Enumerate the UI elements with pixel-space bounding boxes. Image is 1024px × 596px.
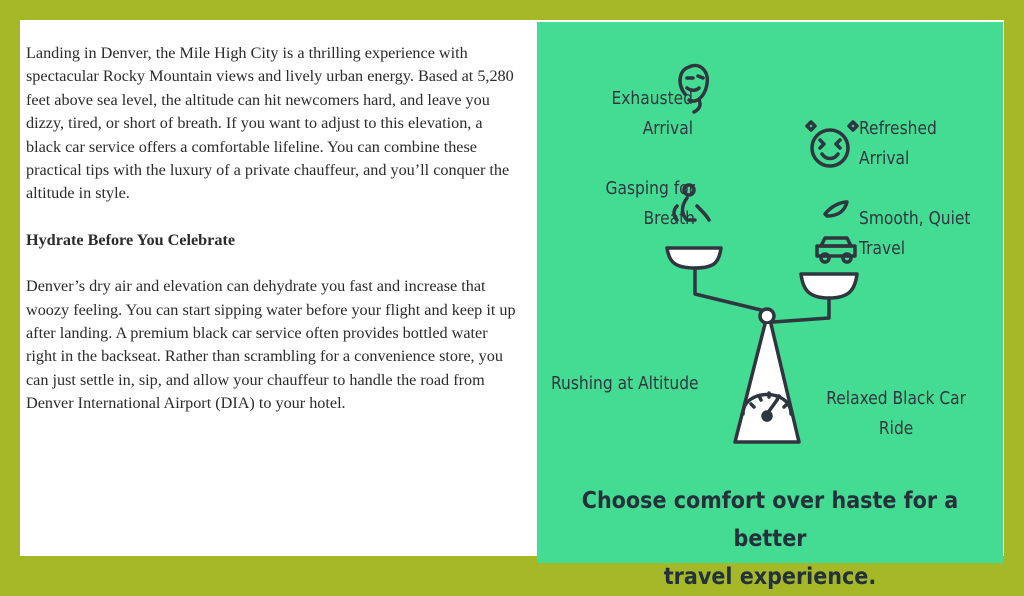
section-heading: Hydrate Before You Celebrate: [26, 230, 236, 249]
illustration-caption: Choose comfort over haste for a better travel experience.: [581, 488, 959, 590]
label-gasping-for-breath: Gasping for Breath: [605, 178, 695, 229]
label-rushing-at-altitude: Rushing at Altitude: [551, 373, 699, 394]
label-relaxed-black-car-ride: Relaxed Black Car Ride: [826, 388, 966, 439]
body-paragraph: Denver’s dry air and elevation can dehydrate you fast and increase that woozy feeling. You can start sipping water before your flight and keep it up after landing. A premium black car service often provides bottled water right in the backseat. Rather than scrambling for a convenience store, you can just settle in, sip, and allow your chauffeur to handle the road from Denver International Airport (DIA) to your hotel.: [26, 277, 516, 413]
label-smooth-quiet-travel: Smooth, Quiet Travel: [859, 208, 971, 259]
label-exhausted-arrival: Exhausted Arrival: [611, 88, 693, 139]
car-icon: [817, 202, 855, 262]
intro-paragraph: Landing in Denver, the Mile High City is a thrilling experience with spectacular Rocky Mountain views and lively urban energy. Based at 5,280 feet above sea level, the altitude can hit newcomers hard, and leave you dizzy, tired, or short of breath. If you want to adjust to this elevation, a black car service offers a comfortable lifeline. You can combine these practical tips with the luxury of a private chauffeur, and you’ll conquer the altitude in style.: [26, 44, 514, 203]
altitude-balance-illustration: [537, 22, 1003, 590]
article-text: [26, 42, 521, 416]
label-refreshed-arrival: Refreshed Arrival: [859, 118, 937, 169]
refreshed-face-icon: [807, 122, 857, 166]
